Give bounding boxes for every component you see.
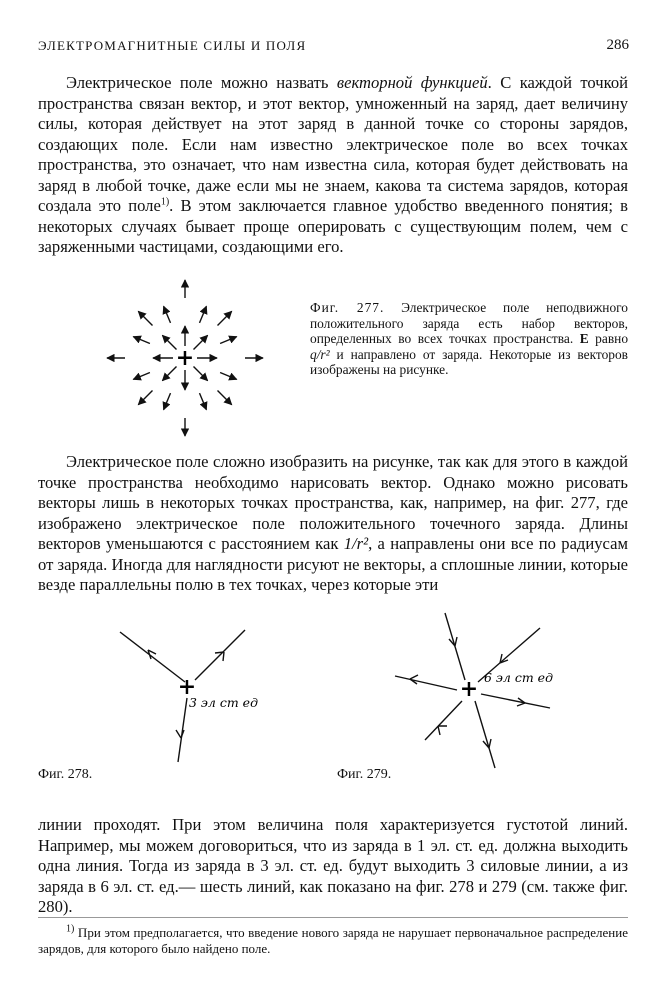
figure-277-caption-text-b: равно <box>588 331 629 347</box>
figure-278-charge-symbol: + <box>177 674 197 700</box>
figure-277-caption <box>310 300 628 378</box>
paragraph-1-text-a: Электрическое поле можно назвать <box>66 73 337 92</box>
footnote-reference[interactable]: 1) <box>160 196 170 208</box>
running-header: ЭЛЕКТРОМАГНИТНЫЕ СИЛЫ И ПОЛЯ <box>38 38 307 53</box>
page-number: 286 <box>606 37 629 53</box>
figure-279-line-3 <box>481 694 550 708</box>
figure-277-middle-vector <box>164 393 171 410</box>
figure-277-inner-vector <box>162 335 176 349</box>
figure-279-annotation: 6 эл ст ед <box>484 670 554 685</box>
figure-277-middle-vector <box>200 306 207 323</box>
figure-278-field-lines <box>100 620 280 770</box>
figure-278-line-1 <box>120 632 185 682</box>
figure-277-caption-text-c: и направлено от заряда. Некоторые из векторов изображены на рисунке. <box>310 346 628 378</box>
figure-277-inner-vector <box>162 367 176 381</box>
paragraph-2-text-b: , а направлены они все по радиусам от заряда. Иногда для наглядности рисуют не векторы, а сплошные линии, которые везде параллельны полю в тех точках, через которые эти <box>38 534 628 594</box>
figure-277-charge-symbol: + <box>175 345 195 371</box>
figure-279-line-1 <box>445 613 465 680</box>
footnote <box>38 925 628 957</box>
figure-277-middle-vector <box>200 393 207 410</box>
paragraph-1-text-b: . С каждой точкой пространства связан вектор, и этот вектор, умноженный на заряд, дает величину силы, которая действует на этот заряд в данной точке со стороны зарядов, создающих поле. Если нам известно электрическое поле во всех точках пространства, это означает, что нам известна сила, которая будет действовать на заряд в любой точке, даже если мы не знаем, какова та система зарядов, которая создала это поле <box>38 73 628 215</box>
figure-277-caption-label: Фиг. 277. <box>310 300 385 315</box>
paragraph-1-emphasis: векторной функцией <box>336 73 488 92</box>
figure-277-middle-vector <box>164 306 171 323</box>
figure-277-caption-formula: q/r² <box>310 346 330 362</box>
figure-279-charge-symbol: + <box>459 676 479 702</box>
figure-277-outer-diagonal-vector <box>218 311 232 325</box>
paragraph-2-formula: 1/r² <box>343 534 369 553</box>
paragraph-3 <box>38 815 628 918</box>
figure-278-label: Фиг. 278. <box>38 767 93 782</box>
paragraph-1 <box>38 73 628 258</box>
figure-279-label: Фиг. 279. <box>337 767 392 782</box>
footnote-divider <box>38 917 628 918</box>
figure-279-line-6 <box>395 676 457 690</box>
figure-277-inner-vector <box>194 335 208 349</box>
paragraph-1-text-c: . В этом заключается главное удобство введенного понятия; в некоторых случаях бывает проще оперировать с существующим полем, чем с заряженными частицами, создающими его. <box>38 196 628 256</box>
figure-279-arrowhead-6 <box>410 675 418 684</box>
paragraph-2-text-a: Электрическое поле сложно изобразить на рисунке, так как для этого в каждой точке пространства необходимо нарисовать вектор. Однако можно рисовать векторы лишь в некоторых точках пространства, как, например, на фиг. 277, где изображено электрическое поле положительного точечного заряда. Длины векторов уменьшаются с расстоянием как <box>38 452 628 553</box>
figure-278-annotation: 3 эл ст ед <box>189 695 259 710</box>
figure-277-middle-vector <box>133 337 150 344</box>
figure-279-arrowhead-5 <box>438 726 447 735</box>
footnote-mark: 1) <box>66 923 75 935</box>
figure-278-line-2 <box>195 630 245 680</box>
figure-277-middle-vector <box>220 373 237 380</box>
paragraph-3-text: линии проходят. При этом величина поля характеризуется густотой линий. Например, мы можем договориться, что из заряда в 1 эл. ст. ед. должна выходить одна линия. Тогда из заряда в 3 эл. ст. ед. будут выходить 3 силовые линии, а из заряда в 6 эл. ст. ед.— шесть линий, как показано на фиг. 278 и 279 (см. также фиг. 280). <box>38 815 628 916</box>
figure-277-inner-vector <box>194 367 208 381</box>
figure-277-outer-diagonal-vector <box>138 311 152 325</box>
figure-277-field-vectors <box>95 268 275 448</box>
figure-277-caption-bold: E <box>579 331 589 347</box>
figure-278-arrowhead-1 <box>148 650 156 659</box>
figure-279-line-5 <box>425 701 462 740</box>
figure-277-middle-vector <box>220 337 237 344</box>
figure-278-line-3 <box>178 698 187 762</box>
figure-279-line-4 <box>475 701 495 768</box>
figure-277-outer-diagonal-vector <box>138 391 152 405</box>
figure-277-caption-text-a: Электрическое поле неподвижного положительного заряда есть набор векторов, определенных во всех точках пространства. <box>310 300 628 347</box>
footnote-text: При этом предполагается, что введение нового заряда не нарушает первоначальное распределение зарядов, для которого было найдено поле. <box>38 925 628 956</box>
paragraph-2 <box>38 452 628 596</box>
figure-277-outer-diagonal-vector <box>218 391 232 405</box>
figure-277-middle-vector <box>133 373 150 380</box>
figure-278-arrowhead-2 <box>215 652 224 661</box>
figure-279-field-lines <box>385 608 565 778</box>
